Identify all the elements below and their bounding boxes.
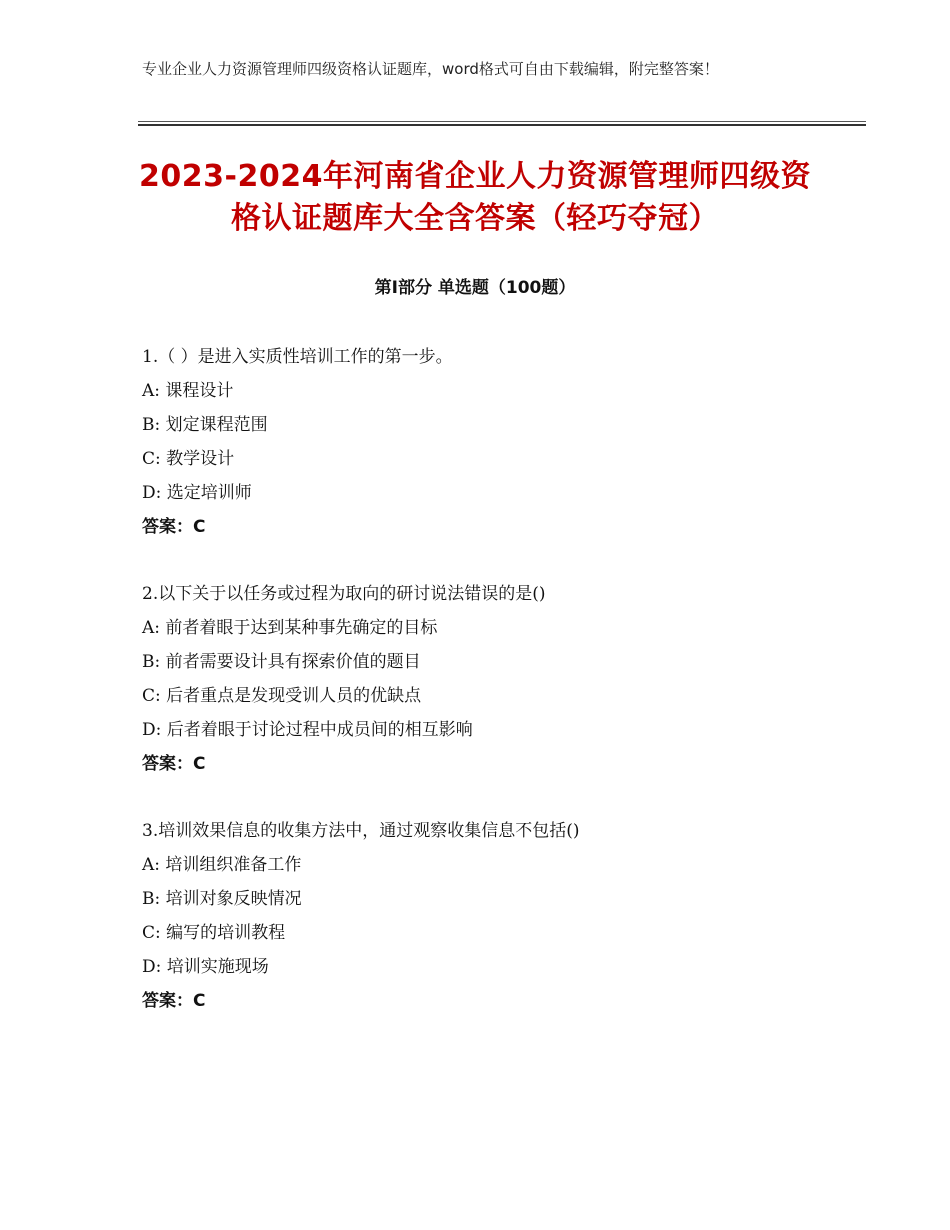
answer-value: C	[193, 754, 206, 774]
question-2	[142, 577, 842, 781]
option-text: 前者着眼于达到某种事先确定的目标	[165, 618, 438, 638]
header-rule-thin	[138, 121, 866, 122]
option-text: 编写的培训教程	[166, 923, 286, 943]
option-b	[142, 882, 842, 916]
option-key: D:	[142, 720, 162, 740]
option-b	[142, 645, 842, 679]
question-stem: 1.（ ）是进入实质性培训工作的第一步。	[142, 347, 453, 367]
option-a	[142, 848, 842, 882]
option-c	[142, 916, 842, 950]
option-d	[142, 713, 842, 747]
option-d	[142, 950, 842, 984]
option-text: 后者着眼于讨论过程中成员间的相互影响	[166, 720, 473, 740]
option-text: 选定培训师	[166, 483, 252, 503]
document-title: 2023-2024年河南省企业人力资源管理师四级资格认证题库大全含答案（轻巧夺冠）	[139, 159, 811, 236]
option-key: D:	[142, 483, 162, 503]
option-text: 培训组织准备工作	[165, 855, 302, 875]
answer	[142, 984, 842, 1018]
answer-label: 答案：	[142, 754, 193, 774]
question-1	[142, 340, 842, 544]
answer-value: C	[193, 517, 206, 537]
question-list	[142, 340, 842, 1018]
option-key: B:	[142, 889, 161, 909]
option-text: 后者重点是发现受训人员的优缺点	[166, 686, 422, 706]
answer	[142, 510, 842, 544]
option-key: A:	[142, 618, 161, 638]
question-3	[142, 814, 842, 1018]
answer-label: 答案：	[142, 991, 193, 1011]
option-c	[142, 679, 842, 713]
option-text: 课程设计	[165, 381, 234, 401]
answer	[142, 747, 842, 781]
answer-value: C	[193, 991, 206, 1011]
option-key: B:	[142, 652, 161, 672]
option-d	[142, 476, 842, 510]
header-note: 专业企业人力资源管理师四级资格认证题库，word格式可自由下载编辑，附完整答案！	[142, 60, 719, 78]
question-stem: 3.培训效果信息的收集方法中，通过观察收集信息不包括()	[142, 821, 580, 841]
header-rule-thick	[138, 124, 866, 126]
option-text: 划定课程范围	[165, 415, 268, 435]
option-text: 培训对象反映情况	[165, 889, 302, 909]
option-text: 培训实施现场	[166, 957, 269, 977]
option-a	[142, 611, 842, 645]
option-key: A:	[142, 381, 161, 401]
option-a	[142, 374, 842, 408]
section-heading: 第Ⅰ部分 单选题（100题）	[374, 278, 576, 298]
question-stem: 2.以下关于以任务或过程为取向的研讨说法错误的是()	[142, 584, 546, 604]
option-c	[142, 442, 842, 476]
option-text: 教学设计	[166, 449, 235, 469]
option-key: A:	[142, 855, 161, 875]
option-key: D:	[142, 957, 162, 977]
option-key: C:	[142, 923, 161, 943]
option-key: C:	[142, 686, 161, 706]
option-key: C:	[142, 449, 161, 469]
answer-label: 答案：	[142, 517, 193, 537]
option-b	[142, 408, 842, 442]
option-text: 前者需要设计具有探索价值的题目	[165, 652, 421, 672]
option-key: B:	[142, 415, 161, 435]
